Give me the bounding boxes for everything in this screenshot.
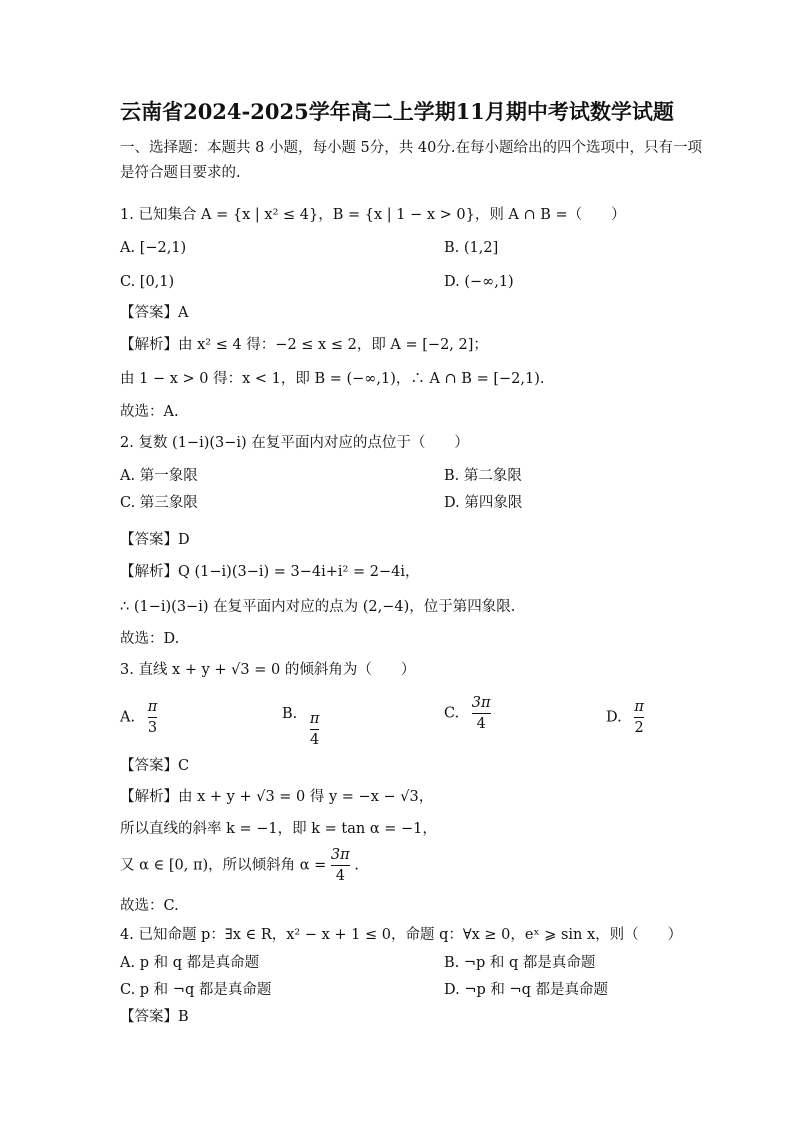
q2-option-d: D. 第四象限: [444, 495, 523, 511]
q3-answer: 【答案】C: [120, 758, 190, 774]
q1-answer: 【答案】A: [120, 305, 189, 321]
q2-option-a: A. 第一象限: [120, 468, 198, 484]
q3-explanation-3-numerator: 3π: [330, 847, 350, 863]
q4-option-a: A. p 和 q 都是真命题: [120, 955, 260, 971]
q3-explanation-3-end: .: [354, 857, 359, 874]
q3-choose: 故选：C.: [120, 898, 179, 914]
q3-explanation-1: 【解析】由 x + y + √3 = 0 得 y = −x − √3，: [120, 789, 434, 805]
q3-option-b-denominator: 4: [310, 732, 320, 748]
q1-option-a: A. [−2,1): [120, 240, 187, 256]
q4-option-c: C. p 和 ¬q 都是真命题: [120, 982, 272, 998]
q3-explanation-3-denominator: 4: [335, 868, 345, 884]
q3-option-b-label: B.: [282, 706, 298, 722]
q3-explanation-3: [120, 846, 359, 885]
q3-option-d-fraction: [634, 698, 644, 737]
q1-explanation-1: 【解析】由 x² ≤ 4 得：−2 ≤ x ≤ 2，即 A = [−2, 2]；: [120, 337, 488, 353]
q3-option-c-label: C.: [444, 705, 460, 722]
q3-option-a-numerator: π: [147, 699, 158, 715]
section-instructions-line1: 一、选择题：本题共 8 小题，每小题 5分，共 40分.在每小题给出的四个选项中，只有一项: [120, 140, 702, 156]
q3-option-c: [444, 694, 491, 733]
q3-explanation-2: 所以直线的斜率 k = −1，即 k = tan α = −1，: [120, 821, 437, 837]
q3-option-c-fraction: [472, 694, 491, 733]
q4-answer: 【答案】B: [120, 1009, 189, 1025]
q1-option-d: D. (−∞,1): [444, 274, 514, 290]
q1-option-b: B. (1,2]: [444, 240, 499, 256]
q4-option-d: D. ¬p 和 ¬q 都是真命题: [444, 982, 609, 998]
q3-option-c-numerator: 3π: [471, 695, 491, 711]
q2-option-c: C. 第三象限: [120, 495, 198, 511]
q1-option-c: C. [0,1): [120, 274, 175, 290]
question-3-stem: 3. 直线 x + y + √3 = 0 的倾斜角为（ ）: [120, 662, 416, 678]
q3-option-a: [120, 698, 157, 737]
q3-option-c-denominator: 4: [476, 716, 486, 732]
question-4-stem: 4. 已知命题 p：∃x ∈ R，x² − x + 1 ≤ 0，命题 q：∀x ≥ 0，eˣ ⩾ sin x，则（ ）: [120, 927, 683, 943]
q2-choose: 故选：D.: [120, 631, 180, 647]
q3-option-a-label: A.: [120, 709, 136, 726]
q3-option-b: [282, 704, 319, 749]
q3-option-d-denominator: 2: [634, 720, 644, 736]
q3-option-a-denominator: 3: [147, 720, 158, 736]
q3-option-d-label: D.: [606, 709, 622, 726]
q2-option-b: B. 第二象限: [444, 468, 522, 484]
section-instructions-line2: 是符合题目要求的.: [120, 165, 241, 181]
q3-explanation-3-text: 又 α ∈ [0, π)，所以倾斜角 α =: [120, 857, 327, 874]
q3-explanation-3-fraction: [331, 846, 350, 885]
q1-explanation-2: 由 1 − x > 0 得：x < 1，即 B = (−∞,1)，∴ A ∩ B = [−2,1).: [120, 371, 545, 387]
q3-option-b-numerator: π: [309, 711, 320, 727]
page-title: 云南省2024-2025学年高二上学期11月期中考试数学试题: [120, 99, 674, 124]
q4-option-b: B. ¬p 和 q 都是真命题: [444, 955, 596, 971]
q3-option-b-fraction: [310, 710, 320, 749]
q3-option-a-fraction: [148, 698, 158, 737]
q2-explanation-2: ∴ (1−i)(3−i) 在复平面内对应的点为 (2,−4)，位于第四象限.: [120, 599, 516, 615]
q3-option-d-numerator: π: [634, 699, 644, 715]
q2-explanation-1: 【解析】Q (1−i)(3−i) = 3−4i+i² = 2−4i，: [120, 564, 420, 580]
question-1-stem: 1. 已知集合 A = {x | x² ≤ 4}，B = {x | 1 − x > 0}，则 A ∩ B =（ ）: [120, 207, 626, 223]
q1-choose: 故选：A.: [120, 404, 179, 420]
q2-answer: 【答案】D: [120, 532, 190, 548]
question-2-stem: 2. 复数 (1−i)(3−i) 在复平面内对应的点位于（ ）: [120, 435, 469, 451]
q3-option-d: [606, 698, 644, 737]
